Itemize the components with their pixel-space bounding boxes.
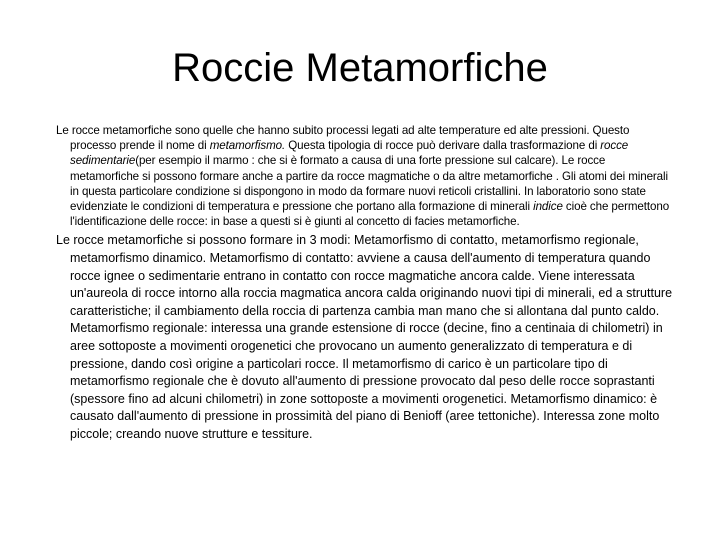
slide-body (56, 123, 676, 444)
term-indice: indice (533, 200, 563, 214)
slide-title: Roccie Metamorfiche (172, 46, 548, 90)
term-rocce-sedimentarie: rocce sedimentarie (70, 139, 629, 168)
paragraph1-text-2: Questa tipologia di rocce può derivare dalla trasformazione di (285, 139, 601, 153)
paragraph-rocce-metamorfiche (56, 123, 676, 229)
paragraph1-text-3: (per esempio il marmo : che si è formato a causa di una forte pressione sul calcare). Le rocce metamorfiche si possono formare anche a partire da rocce magmatiche o da altre metamorfiche . Gli atomi dei minerali in questa particolare condizione si dispongono in modo da formare nuovi reticoli cristallini. In laboratorio sono state evidenziate le condizioni di temperatura e pressione che portano alla formazione di minerali (70, 154, 668, 214)
term-metamorfismo: metamorfismo. (209, 139, 286, 153)
paragraph-modi-di-formazione: Le rocce metamorfiche si possono formare in 3 modi: Metamorfismo di contatto, metamorfismo regionale, metamorfismo dinamico. Metamorfismo di contatto: avviene a causa dell'aumento di temperatura quando rocce ignee o sedimentarie entrano in contatto con rocce magmatiche ancora calde. Viene interessata un'aureola di rocce intorno alla roccia magmatica ancora calda originando nuovi tipi di minerali, ed a strutture caratteristiche; il cambiamento della roccia di partenza cambia man mano che si allontana dal punto caldo. Metamorfismo regionale: interessa una grande estensione di rocce (decine, fino a centinaia di chilometri) in aree sottoposte a movimenti orogenetici che provocano un aumento generalizzato di temperatura e di pressione, dando così origine a particolari rocce. Il metamorfismo di carico è un particolare tipo di metamorfismo regionale che è dovuto all'aumento di pressione provocato dal peso delle rocce soprastanti (spessore fino ad alcuni chilometri) in zone sottoposte a movimenti orogenetici. Metamorfismo dinamico: è causato dall'aumento di pressione in prossimità del piano di Benioff (aree tettoniche). Interessa zone molto piccole; creando nuove strutture e tessiture. (56, 233, 673, 441)
paragraph1-text-4: cioè che permettono l'identificazione delle rocce: in base a questi si è giunti al concetto di facies metamorfiche. (70, 200, 670, 229)
paragraph1-text-1: Le rocce metamorfiche sono quelle che hanno subito processi legati ad alte temperature ed alte pressioni. Questo processo prende il nome di (56, 124, 630, 153)
